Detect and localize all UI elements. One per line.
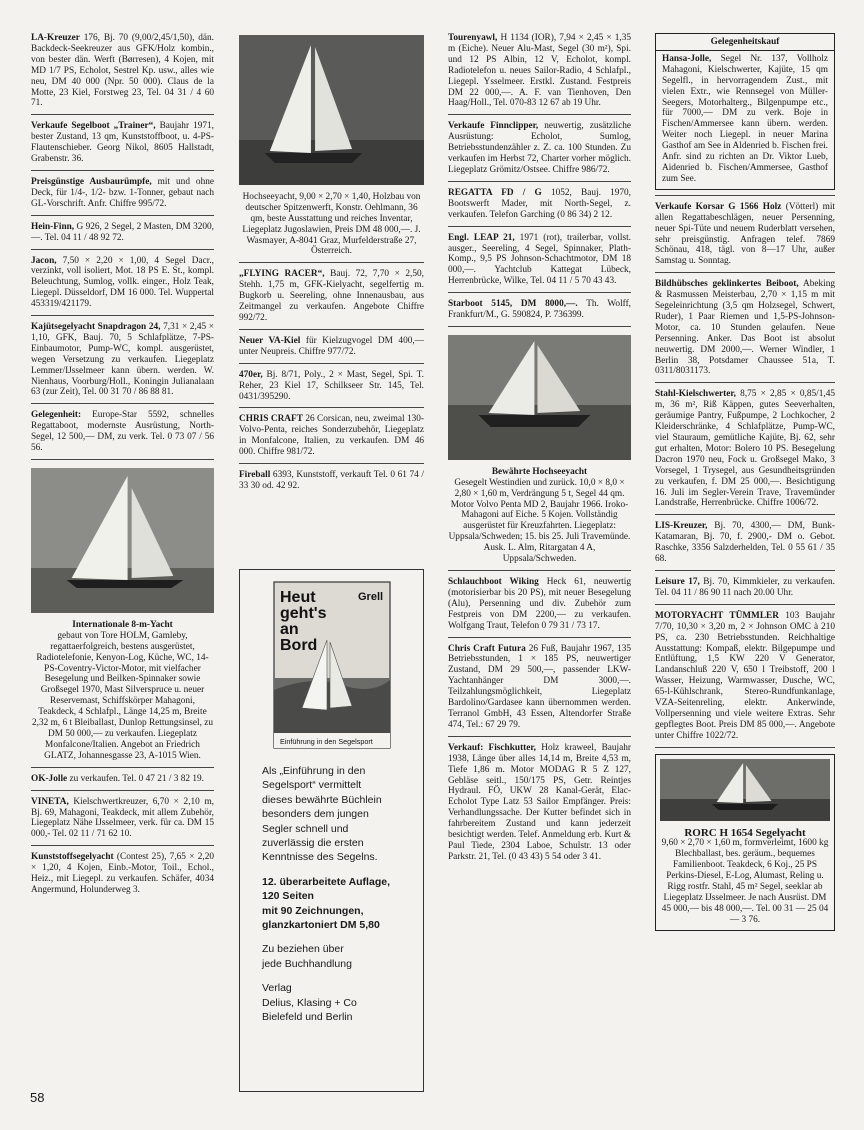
book-promo-text: Als „Einführung in den Segelsport“ vermittelt dieses bewährte Büchlein besonders dem jungen Segler schnell und zuverlässig die ersten Kenntnisse des Segelns.	[262, 765, 382, 864]
classified-ad	[448, 330, 631, 571]
classified-ad	[31, 407, 214, 460]
ad-text	[31, 33, 214, 109]
ad-body: gebaut von Tore HOLM, Gamleby, regattaerfolgreich, bestens ausgerüstet, Radiotelefonie, Kenyon-Log, Küche, WC, 14-PS-Coventry-Victor-Motor, mit vielfacher Besegelung und Beilken-Spinnaker sowie Großsegel 1970, Mast Silverspruce u. neuer Reservemast, Schiffskörper Mahagoni, Teakdeck, 4 Schlafpl., Länge 14,25 m, Breite 2,32 m, 6 t Bleiballast, Dunlop Rettungsinsel, zu DM 50 000,— zu verkaufen. Liegeplatz Monfalcone/Italien. Angebot an Friedrich GLATZ, Johannesgasse 23, A-1015 Wien.	[31, 630, 214, 761]
ad-text	[31, 410, 214, 454]
classified-ad	[448, 740, 631, 868]
ad-headline: OK-Jolle	[31, 773, 68, 784]
classified-ad	[31, 118, 214, 171]
ad-body: Bj. 70, 4300,— DM, Bunk-Katamaran, Bj. 70, f. 2900,- DM o. Gebot. Raschke, 3356 Salzderhelden, Tel. 0 55 61 / 35 68.	[655, 521, 835, 565]
column-1	[31, 30, 214, 904]
ad-body: neuwertig, zusätzliche Ausrüstung: Echolot, Sumlog, Betriebsstundenzähler z. Z. ca. 100 Stunden. Zu verkaufen im Herbst 72, Charter vorher möglich. Liegeplatz Grömitz/Ostsee. Chiffre 986/72.	[448, 121, 631, 175]
ad-headline: RORC H 1654 Segelyacht	[684, 826, 806, 839]
classified-ad	[239, 30, 424, 263]
classified-ad	[655, 30, 835, 196]
ad-text	[239, 336, 424, 358]
ad-body: Segel Nr. 137, Vollholz Mahagoni, Kielschwerter, Kajüte, 15 qm Segelfl., in hervorragendem Zust., mit vielen Extr., wie Rennsegel von Müller-Seegers, Motorhalterg., Bilgenpumpe etc., für 7000,— DM zu verk. Boje in Fischen/Ammersee kann übern. werden. Weiter noch Liegepl. in neuer Marina Gasthof am See in Aldenried b. Fischen frei. Anfr. sind zu richten an Dr. Viktor Lueb, Aidenried b. Fischen/Ammersee, Gasthof zum See.	[662, 53, 828, 184]
ad-body: 26 Fuß, Baujahr 1967, 135 Betriebsstunden, 1 × 185 PS, neuwertiger Zustand, DM 29 500,—, passender LKW-Yachtanhänger DM 3000,—. Teilzahlungsmöglichkeit, Liegeplatz Bardolino/Gardasee kann übernommen werden. Terranol GmbH, 43 Essen, Altendorfer Straße 474, Tel.: 67 29 79.	[448, 643, 631, 730]
ad-headline: Hansa-Jolle,	[662, 53, 712, 64]
ad-text	[655, 279, 835, 377]
ad-headline: Starboot 5145, DM 8000,—.	[448, 299, 578, 310]
book-cover-title-3: an	[279, 621, 299, 638]
ad-text	[31, 256, 214, 311]
ad-text	[448, 644, 631, 731]
ad-text	[655, 577, 835, 599]
column-4	[655, 30, 835, 939]
ad-text	[448, 33, 631, 109]
ad-body: 6393, Kunststoff, verkauft Tel. 0 61 74 / 33 30 od. 42 92.	[239, 470, 424, 491]
book-cover-publisher: Grell	[357, 591, 383, 603]
ad-headline: MOTORYACHT TÜMMLER	[655, 610, 779, 621]
ad-body: zu verkaufen. Tel. 0 47 21 / 3 82 19.	[67, 773, 204, 784]
classified-ad	[448, 641, 631, 737]
ad-body: H 1134 (IOR), 7,94 × 2,45 × 1,35 m (Eiche). Neuer Alu-Mast, Segel (30 m²), Spi. und 12 PS Albin, 12 V, Echolot, kompl. Radiotelefon u. neues Sailor-Radio, 4 Schlafpl., Liegepl. Ysselmeer. Erstkl. Zustand. Festpreis DM 22 000,—. A. F. van Tienhoven, Den Haag/Holl., Tel. 070-83 12 67 ab 19 Uhr.	[448, 33, 631, 109]
yacht-photo	[448, 335, 631, 464]
ad-headline: Verkaufe Finnclipper,	[448, 121, 539, 132]
book-availability: Zu beziehen über jede Buchhandlung	[262, 943, 352, 970]
classified-ad	[239, 411, 424, 464]
ad-body: 103 Baujahr 7/70, 10,30 × 3,20 m, 2 × Johnson OMC à 210 PS, ca. 230 Betriebsstunden. Reichhaltige Ausstattung: Kompaß, elektr. Bilgepumpe und Entlüftung, 1,5 KW 220 V Generator, Landanschluß 220 V, 650 l Treibstoff, 200 l Wasser, Heizung, Warmwasser, Dusche, WC, 65-l-Kühlschrank, Stereo-Rundfunkanlage, VZA-Seitenreling, elektr. Ankerwinde, Vollpersenning und viele weitere Extras. Sehr gepflegtes Boot. Preis DM 85 000,—. Angebote unter Chiffre 1022/72.	[655, 610, 835, 741]
ad-body: Gesegelt Westindien und zurück. 10,0 × 8,0 × 2,80 × 1,60 m, Verdrängung 5 t, Segel 44 qm. Motor Volvo Penta MD 2, Baujahr 1966. Iroko-Mahagoni auf Eiche. 5 Kojen. Vollständig ausgerüstet für Kreuzfahrten. Liegeplatz: Uppsala/Schweden; 15. bis 25. Juli Travemünde. Ausk. L. Alm, Ritargatan 4 A, Uppsala/Schweden.	[448, 477, 631, 565]
ad-headline: Schlauchboot Wiking	[448, 577, 539, 587]
ad-text	[31, 222, 214, 244]
book-edition-info: 12. überarbeitete Auflage, 120 Seiten mit 90 Zeichnungen, glanzkartoniert DM 5,80	[262, 875, 390, 932]
ad-text	[31, 177, 214, 210]
rorc-boxed-ad	[655, 754, 835, 931]
ad-body: Kielschwertkreuzer, 6,70 × 2,10 m, Bj. 69, Mahagoni, Teakdeck, mit allem Zubehör, Liegeplatz Nähe IJsselmeer, verk. für ca. DM 15 000,- Tel. 02 11 / 71 62 10.	[31, 796, 214, 840]
ad-body: 8,75 × 2,85 × 0,85/1,45 m, 36 m², Riß Käppen, gutes Seeverhalten, geräumige Pantry, Fußpumpe, 2 Lochkocher, 2 Kleiderschränke, 4 Schlafplätze, Pump-WC, viel Stauraum, gemütliche Kajüte, Bj. 62, sehr gut erhalten, Motor: Bolero 10 PS. Besegelung Dacron 1970 neu, Fock u. Großsegel Mako, 3 Vorsegel, 1 Trysegel, aus Gesundheitsgründen zu verkaufen, f. DM 25 000,—. Besichtigung 16. Juli im Segler-Verein Trave, Travemünder Landstraße, Herrenbrücke. Chiffre 1006/72.	[655, 389, 835, 509]
book-cover-illustration	[272, 580, 392, 750]
book-cover-title-1: Heut	[279, 589, 316, 606]
ad-text	[31, 322, 214, 398]
classified-ad	[31, 771, 214, 791]
ad-body: Bauj. 72, 7,70 × 2,50, Stehh. 1,75 m, GFK-Kielyacht, segelfertig m. Bugkorb u. Seereling, ohne Innenausbau, aus Zeitmangel zu verkaufen. Angebote Chiffre 992/72.	[239, 269, 425, 323]
ad-headline: Jacon,	[31, 255, 57, 266]
ad-body: 176, Bj. 70 (9,00/2,45/1,50), dän. Backdeck-Seekreuzer aus GFK/Holz kombin., von bester dän. Werft (Børresen), 4 Kojen, mit MD 1/7 PS, Echolot, Sestrel Kp. usw., alles wie neu, DM 40 000 (Npr. 50 000). Claus de la Motte, 23 Kiel, Forstweg 23, Tel. 04 31 / 4 60 71.	[31, 33, 214, 109]
ad-text	[448, 743, 631, 863]
yacht-photo	[31, 468, 214, 617]
ad-text	[662, 54, 828, 185]
classified-ad	[31, 219, 214, 250]
ad-text	[31, 852, 214, 896]
ad-body: 7,31 × 2,45 × 1,10, GFK, Bauj. 70, 5 Schlafplätze, 7-PS-Einbaumotor, Pump-WC, kompl. ausgerüstet, wegen Versetzung zu verkaufen. Liegeplatz Lemmer/IJsselmeer kann übern. werden. W. Nienhaus, Voorburg/Holl., Koningin Julianalaan 63 (zur Zeit), Tel. 00 31 70 / 86 88 81.	[31, 322, 214, 398]
ad-headline: Fireball	[239, 470, 271, 481]
ad-headline: REGATTA FD / G	[448, 187, 542, 198]
ad-headline: 470er,	[239, 369, 263, 380]
boxed-ad	[655, 33, 835, 190]
ad-headline: Hein-Finn,	[31, 221, 75, 232]
book-cover-subtitle: Einführung in den Segelsport	[279, 737, 373, 746]
column-2	[239, 30, 424, 500]
book-advertisement	[239, 565, 424, 1092]
book-cover-title-4: Bord	[279, 637, 317, 654]
book-cover-title-2: geht's	[279, 605, 326, 622]
classified-ad	[655, 199, 835, 273]
ad-text	[448, 121, 631, 176]
ad-headline: VINETA,	[31, 796, 69, 807]
classified-ad	[448, 118, 631, 182]
boxed-ad-title: Gelegenheitskauf	[656, 37, 834, 51]
ad-body: 1052, Bauj. 1970, Bootswerft Mader, mit North-Segel, z. verkaufen. Telefon Garching (0 86 34) 2 12.	[448, 187, 631, 220]
ad-text	[448, 577, 631, 632]
ad-body: 7,50 × 2,20 × 1,00, 4 Segel Dacr., verzinkt, voll isoliert, Mot. 18 PS E. St., kompl. Beleuchtung, Sumlog, vollk. einger., Holz Teak, Liegepl. Düsseldorf, DM 16 000. Tel. Wuppertal 453319/421179.	[31, 255, 214, 310]
classified-ad	[31, 849, 214, 901]
ad-text	[655, 611, 835, 742]
classified-ad	[31, 253, 214, 317]
ad-text	[239, 470, 424, 492]
ad-text	[239, 269, 424, 324]
book-ad-frame	[239, 569, 424, 1092]
ad-headline: Verkauf: Fischkutter,	[448, 742, 536, 753]
ad-headline: Leisure 17,	[655, 576, 700, 587]
ad-headline: Kajütsegelyacht Snapdragon 24,	[31, 322, 161, 333]
ad-text	[239, 414, 424, 458]
ad-body: Baujahr 1971, bester Zustand, 13 qm, Kunststoffboot, u. 4-PS-Flautenschieber. Georg Nikol, 8605 Hallstadt, Grabenstr. 36.	[31, 121, 215, 165]
page-number: 58	[30, 1090, 45, 1105]
classified-ad	[239, 367, 424, 409]
classified-ad	[31, 319, 214, 404]
ad-body: Th. Wolff, Frankfurt/M., G. 590824, P. 736399.	[448, 299, 632, 321]
ad-body: (Vötterl) mit allen Regattabeschlägen, neuer Persenning, neuer Spi-Tüte und neuem Ruderblatt versehen, sehr preisgünstig. Anfragen telef. 7869 Schönau, 418, tägl. von 8—17 Uhr, außer Samstag u. Sonntag.	[655, 201, 835, 267]
ad-body: Abeking & Rasmussen Meisterbau, 2,70 × 1,15 m mit Segeleinrichtung (3,5 qm Holzsegel, Schwert, Ruder), 1 Paar Riemen und 1,5-PS-Johnson-Motor, ca. 10 Stunden gelaufen. Neue Persenning. Anker. Das Boot ist absolut neuwertig. DM 2000,—. Werner Windler, 1 Berlin 38, Potsdamer Chaussee 51a, T. 0311/8031173.	[655, 279, 836, 377]
classified-ad	[655, 574, 835, 605]
ad-headline: Internationale 8-m-Yacht	[72, 619, 173, 630]
ad-body: Heck 61, neuwertig (motorisierbar bis 20 PS), mit neuer Besegelung (Alu), Persenning und div. Zubehör zum Festpreis von DM 2200,— zu verkaufen. Wolfgang Traut, Telefon 0 79 31 / 73 17.	[448, 577, 631, 631]
ad-text	[31, 797, 214, 841]
ad-headline: Neuer VA-Kiel	[239, 335, 301, 346]
ad-headline: Verkaufe Korsar G 1566 Holz	[655, 201, 782, 212]
ad-headline: CHRIS CRAFT	[239, 414, 303, 425]
ad-headline: LIS-Kreuzer,	[655, 521, 708, 532]
ad-text	[655, 389, 835, 509]
classified-ad	[448, 574, 631, 638]
ad-text	[655, 521, 835, 565]
classified-ad	[31, 30, 214, 115]
ad-headline: Bewährte Hochseeyacht	[491, 466, 588, 477]
book-publisher: Verlag Delius, Klasing + Co Bielefeld und Berlin	[262, 982, 357, 1024]
classified-ad	[448, 30, 631, 115]
ad-headline: Kunststoffsegelyacht	[31, 852, 114, 863]
ad-headline: Engl. LEAP 21,	[448, 232, 515, 243]
ad-body: G 926, 2 Segel, 2 Masten, DM 3200,—. Tel. 04 11 / 48 92 72.	[31, 221, 214, 243]
ad-text	[655, 202, 835, 267]
ad-text	[239, 370, 424, 403]
classified-ad	[448, 230, 631, 294]
classified-ad	[31, 174, 214, 216]
classified-ad	[655, 751, 835, 936]
ad-headline: Chris Craft Futura	[448, 643, 526, 654]
ad-body: Hochseeyacht, 9,00 × 2,70 × 1,40, Holzbau von deutscher Spitzenwerft, Konstr. Oehlmann, 36 qm, beste Ausstattung und reiches Inventar, Liegeplatz Jugoslawien, Preis DM 48 000,—. J. Wasmayer, A-8041 Graz, Murfelderstraße 27, Österreich.	[242, 191, 421, 257]
ad-text	[448, 233, 631, 288]
classified-ad	[448, 296, 631, 327]
ad-body: für Kielzugvogel DM 400,— unter Neupreis. Chiffre 977/72.	[239, 335, 424, 357]
classified-ad	[239, 467, 424, 497]
ad-headline: Tourenyawl,	[448, 33, 498, 43]
column-3	[448, 30, 631, 871]
classified-ad	[239, 266, 424, 330]
classified-ad	[31, 463, 214, 768]
ad-headline: Gelegenheit:	[31, 410, 82, 421]
ad-body: Bj. 70, Kimmkieler, zu verkaufen. Tel. 04 11 / 86 90 11 nach 20.00 Uhr.	[655, 576, 835, 598]
classified-ad	[448, 185, 631, 227]
classified-ad	[655, 518, 835, 571]
ad-body: mit und ohne Deck, für 1/4-, 1/2- bzw. 1-Tonner, gebaut nach GL-Vorschrift. Anfr. Chiffre 995/72.	[31, 176, 214, 209]
ad-headline: Verkaufe Segelboot „Trainer“,	[31, 121, 156, 132]
classified-ad	[239, 333, 424, 364]
yacht-photo	[239, 35, 424, 189]
ad-headline: Stahl-Kielschwerter,	[655, 389, 736, 400]
ad-text	[448, 299, 631, 321]
ad-headline: „FLYING RACER“,	[239, 269, 325, 280]
ad-body: Holz kraweel, Baujahr 1938, Länge über alles 14,14 m, Breite 4,53 m, Tiefe 1,86 m. Motor MODAG R 5 Z 127, Gebläse seitl., 150/175 PS, Getr. Reintjes Hydraul. FÖ, UKW 28 Kanal-Gerät, Elac-Echolot Type Latz 53 Sailor Empfänger. Preis: Verhandlungssache. Der Kutter befindet sich in fahrbereitem Zustand und kann jederzeit besichtigt werden. Telef. Anmeldung erb. Kurt & Paul Tiede, 2304 Laboe, Schulstr. 13 oder Parkstr. 21, Tel. (0 43 43) 5 54 oder 3 41.	[448, 742, 631, 862]
ad-headline: Bildhübsches geklinkertes Beiboot,	[655, 279, 799, 290]
ad-body: Bj. 8/71, Poly., 2 × Mast, Segel, Spi. T. Reher, 23 Kiel 17, Schilkseer Str. 145, Tel. 0431/395290.	[239, 369, 424, 402]
ad-text	[448, 188, 631, 221]
ad-body: Europe-Star 5592, schnelles Regattaboot, modernste Ausrüstung, North-Segel, 12 500,— DM, zu verk. Tel. 0 73 07 / 56 56.	[31, 410, 214, 454]
ad-text	[31, 121, 214, 165]
ad-body: 9,60 × 2,70 × 1,60 m, formverleimt, 1600 kg Blechballast, bes. geräum., bequemes Familienboot. Teakdeck, 6 Koj., 25 PS Perkins-Diesel, E-Log, Alumast, Reling u. Rigg rostfr. Stahl, 45 m² Segel, seeklar ab Liegeplatz IJsselmeer. Je nach Ausrüst. DM 45 000,— bis 48 000,—. Tel. 00 31 — 25 04 — 3 76.	[661, 838, 829, 925]
classified-ad	[655, 608, 835, 748]
classified-ad	[655, 386, 835, 515]
ad-headline: Preisgünstige Ausbaurümpfe,	[31, 176, 152, 187]
yacht-photo	[660, 759, 830, 825]
ad-body: 1971 (rot), trailerbar, vollst. ausger., Seereling, 4 Segel, Spinnaker, Plath-Komp., 9,5 PS Johnson-Schachtmotor, DM 18 000,—. Yachtclub Kattegat Lübeck, Herrenbrücke, Wilke, Tel. 04 11 / 5 70 43 43.	[448, 232, 631, 287]
ad-body: 26 Corsican, neu, zweimal 130-Volvo-Penta, reiches Sonderzubehör, Liegeplatz in Monfalcone, Italien, zu verkaufen. DM 46 000. Chiffre 981/72.	[239, 414, 424, 458]
classified-ad	[655, 276, 835, 383]
classified-ad	[31, 794, 214, 847]
ad-body: (Contest 25), 7,65 × 2,20 × 1,20, 4 Kojen, Einb.-Motor, Toil., Echol., Heiz., mit Liegepl. zu verkaufen. Schäfer, 4034 Angermund, Holunderweg 3.	[31, 852, 214, 895]
ad-text	[31, 774, 214, 785]
ad-headline: LA-Kreuzer	[31, 33, 80, 43]
